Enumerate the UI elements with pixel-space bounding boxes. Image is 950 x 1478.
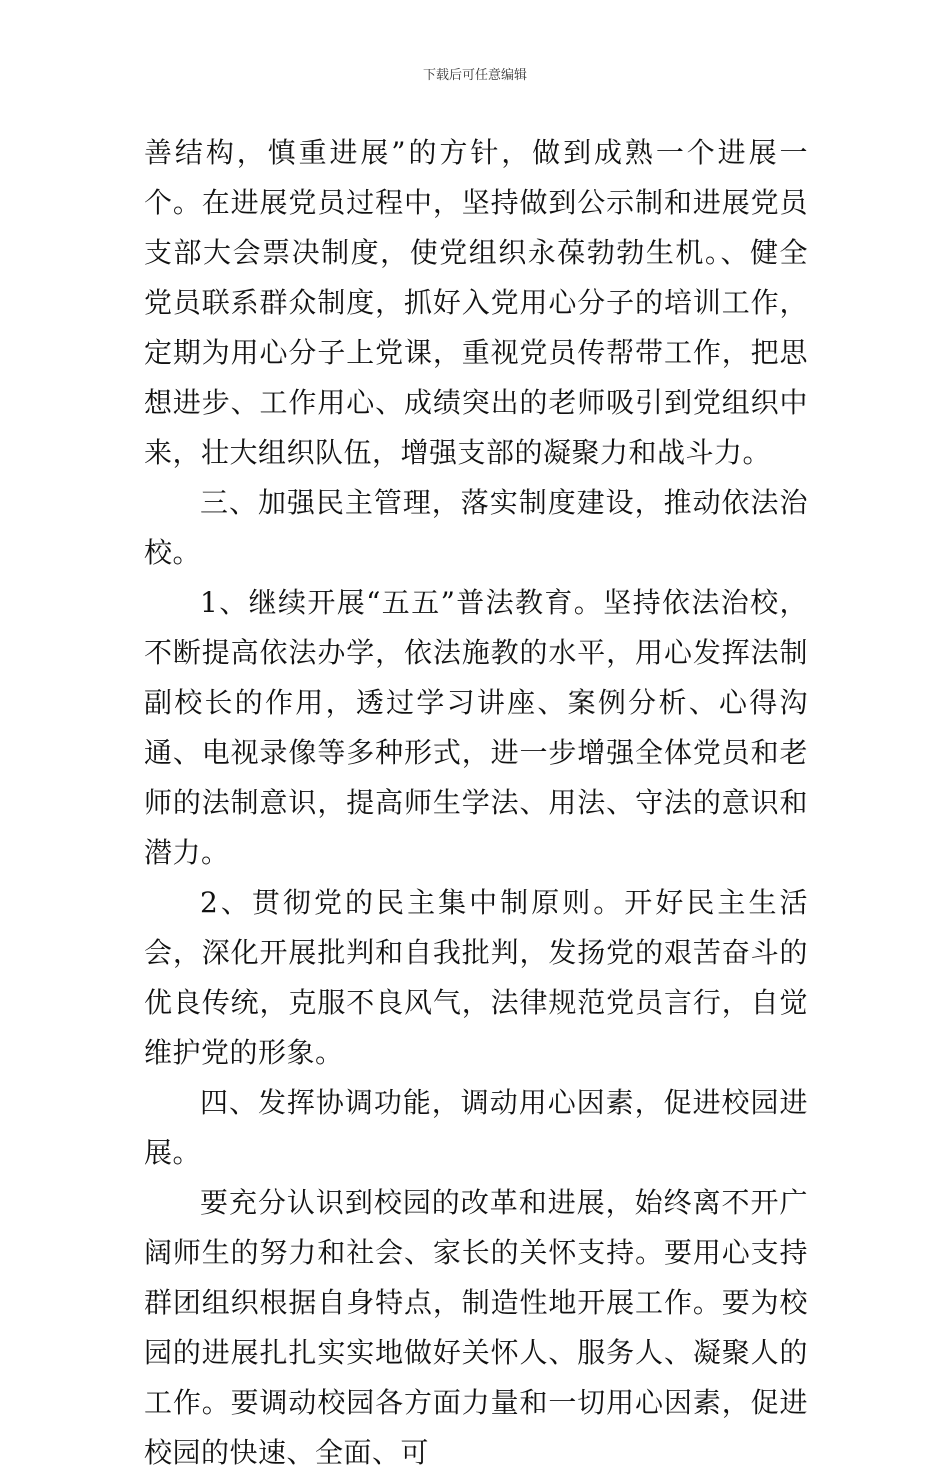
section-heading-4: 四、发挥协调功能，调动用心因素，促进校园进展。 [144,1086,808,1169]
paragraph-continuation: 善结构，慎重进展”的方针，做到成熟一个进展一个。在进展党员过程中，坚持做到公示制和进展党员支部大会票决制度，使党组织永葆勃勃生机。、健全党员联系群众制度，抓好入党用心分子的培训工作，定期为用心分子上党课，重视党员传帮带工作，把思想进步、工作用心、成绩突出的老师吸引到党组织中来，壮大组织队伍，增强支部的凝聚力和战斗力。 [144,136,808,469]
paragraph-item-2: 2、贯彻党的民主集中制原则。开好民主生活会，深化开展批判和自我批判，发扬党的艰苦奋斗的优良传统，克服不良风气，法律规范党员言行，自觉维护党的形象。 [144,886,808,1069]
paragraph-section-4: 要充分认识到校园的改革和进展，始终离不开广阔师生的努力和社会、家长的关怀支持。要用心支持群团组织根据自身特点，制造性地开展工作。要为校园的进展扎扎实实地做好关怀人、服务人、凝聚人的工作。要调动校园各方面力量和一切用心因素，促进校园的快速、全面、可 [144,1186,808,1469]
section-heading-3: 三、加强民主管理，落实制度建设，推动依法治校。 [144,486,808,569]
page-header: 下载后可任意编辑 [422,68,527,83]
document-body [144,128,808,1478]
paragraph-item-1: 1、继续开展“五五”普法教育。坚持依法治校，不断提高依法办学，依法施教的水平，用心发挥法制副校长的作用，透过学习讲座、案例分析、心得沟通、电视录像等多种形式，进一步增强全体党员和老师的法制意识，提高师生学法、用法、守法的意识和潜力。 [144,586,808,869]
